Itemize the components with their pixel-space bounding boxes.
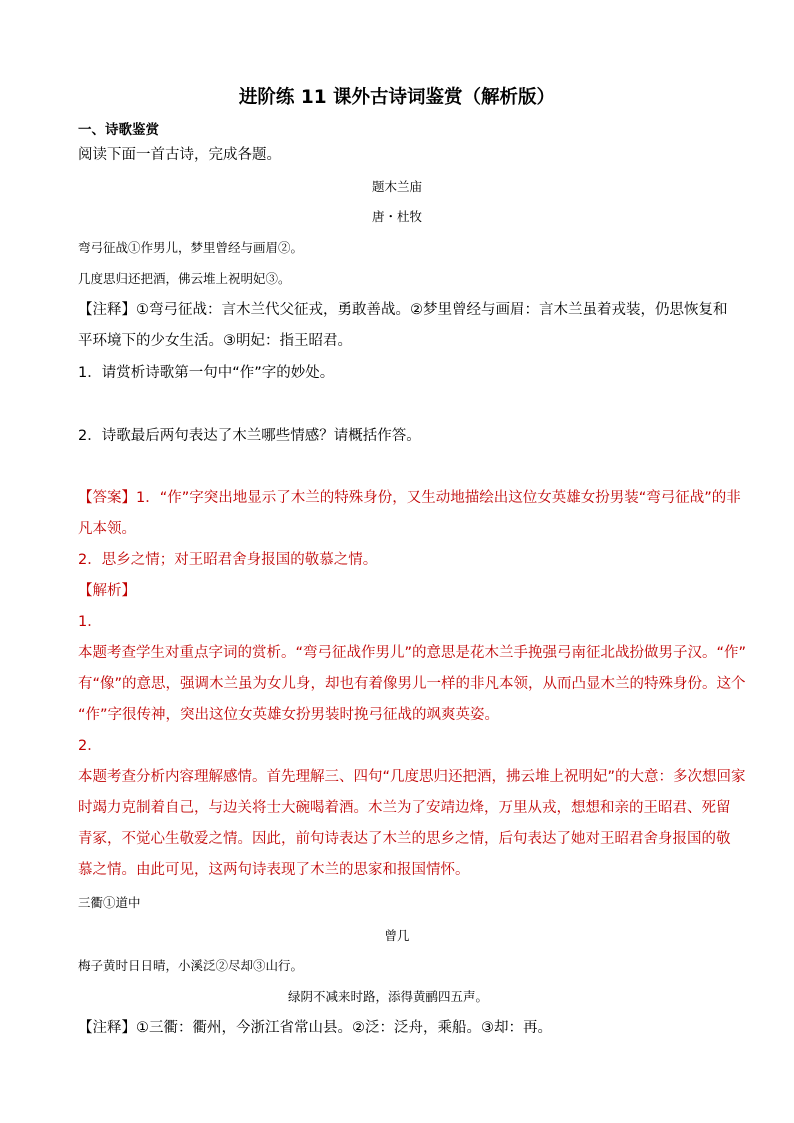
page-title: 进阶练 11 课外古诗词鉴赏（解析版）: [238, 87, 556, 108]
analysis-1-line-1: 本题考查学生对重点字词的赏析。“弯弓征战作男儿”的意思是花木兰手挽强弓南征北战扮做男子汉。“作”: [78, 645, 747, 661]
analysis-1-line-2: 有“像”的意思，强调木兰虽为女儿身，却也有着像男儿一样的非凡本领，从而凸显木兰的特殊身份。这个: [78, 676, 746, 692]
answer-line-1: 【答案】1．“作”字突出地显示了木兰的特殊身份，又生动地描绘出这位女英雄女扮男装“弯弓征战”的非: [78, 490, 741, 506]
analysis-2-line-4: 慕之情。由此可见，这两句诗表现了木兰的思家和报国情怀。: [78, 862, 470, 878]
analysis-2-line-3: 青冢，不觉心生敬爱之情。因此，前句诗表达了木兰的思乡之情，后句表达了她对王昭君舍身报国的敬: [78, 831, 731, 847]
poem2-author: 曾几: [384, 928, 410, 943]
poem2-line-2: 绿阴不减来时路，添得黄鹂四五声。: [288, 989, 489, 1004]
poem-line-1: 弯弓征战①作男儿，梦里曾经与画眉②。: [78, 240, 304, 255]
question-2: 2．诗歌最后两句表达了木兰哪些情感？请概括作答。: [78, 428, 421, 444]
analysis-number-1: 1．: [78, 614, 102, 630]
question-1: 1．请赏析诗歌第一句中“作”字的妙处。: [78, 365, 335, 381]
analysis-heading: 【解析】: [78, 583, 136, 599]
poem2-title: 三衢①道中: [78, 895, 141, 910]
annotation-2: 【注释】①三衢：衢州，今浙江省常山县。②泛：泛舟，乘船。③却：再。: [78, 1020, 552, 1036]
annotation-line-1: 【注释】①弯弓征战：言木兰代父征戎，勇敢善战。②梦里曾经与画眉：言木兰虽着戎装，仍思恢复和: [78, 302, 728, 318]
instruction-text: 阅读下面一首古诗，完成各题。: [78, 147, 281, 163]
poem-title: 题木兰庙: [371, 179, 422, 194]
poem-line-2: 几度思归还把酒，佛云堆上祝明妃③。: [78, 271, 291, 286]
analysis-2-line-1: 本题考查分析内容理解感情。首先理解三、四句“几度思归还把酒，拂云堆上祝明妃”的大意：多次想回家: [78, 769, 746, 785]
poem-author: 唐・杜牧: [371, 209, 422, 224]
section-heading: 一、诗歌鉴赏: [78, 122, 159, 138]
annotation-line-2: 平环境下的少女生活。③明妃：指王昭君。: [78, 333, 352, 349]
analysis-number-2: 2．: [78, 738, 102, 754]
analysis-2-line-2: 时竭力克制着自己，与边关将士大碗喝着酒。木兰为了安靖边烽，万里从戎，想想和亲的王昭君、死留: [78, 800, 731, 816]
answer-line-3: 2．思乡之情；对王昭君舍身报国的敬慕之情。: [78, 552, 378, 568]
analysis-1-line-3: “作”字很传神，突出这位女英雄女扮男装时挽弓征战的飒爽英姿。: [78, 707, 500, 723]
poem2-line-1: 梅子黄时日日晴，小溪泛②尽却③山行。: [78, 958, 304, 973]
answer-line-2: 凡本领。: [78, 521, 136, 537]
